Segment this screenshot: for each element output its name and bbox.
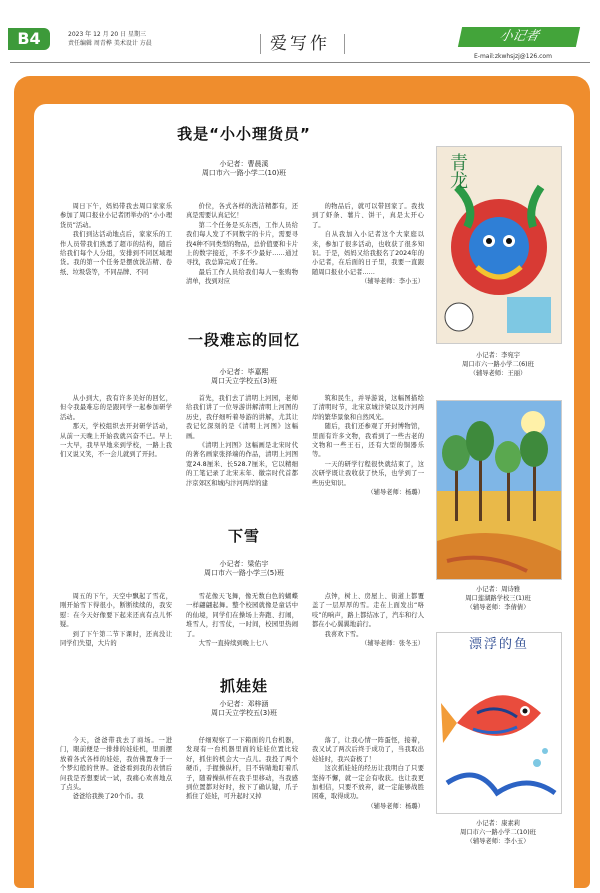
artwork-3: [436, 632, 560, 858]
landscape-painting-graphic: [437, 401, 561, 579]
painted-title: 青龙: [447, 153, 468, 189]
paragraph: 仔细观察了一下箱面的几台机器，发现有一台机器里面的娃娃位置比较好，抓住的机会大一点儿。我投了两个硬币，手握操纵杆，目不转睛地盯着爪子，随着操纵杆在我手里移动，当我感到位置都对好时，按下了确认键，爪子抓住了娃娃，可升起时又掉: [186, 737, 298, 801]
paragraph: 雪花像天飞舞，像无数白色的蝴蝶一样翩翩起舞。整个校园就像是童话中的仙境，同学们在操场上奔跑、打闹，堆雪人，打雪仗，一时间，校园里热闹了。: [186, 593, 298, 638]
paragraph: 爸爸给我换了20个币。我: [72, 793, 144, 801]
artwork-author: 小记者：周诗雅: [475, 586, 521, 593]
article-author: 小记者：曹晨溪: [219, 160, 269, 168]
paragraph: 《清明上河图》这幅画是北宋时代的著名画家张择端的作品，清明上河图宽24.8厘米、长528.7厘米，它以精细的工笔记录了北宋末年、徽宗时代首都汴京郊区和城内汴河两岸的建: [186, 442, 298, 487]
title-divider-left: [260, 34, 261, 54]
section-title: 爱写作: [270, 34, 330, 54]
paragraph: 筑和民生，并导游说，这幅图描绘了清明时节，北宋京城汴梁以及汴河两岸的繁华景象和自然风光。: [312, 395, 424, 421]
paragraph: 到了下午第二节下课时，还真没让同学们失望，大片的: [60, 630, 172, 648]
article-author: 小记者：毕嘉熙: [219, 368, 269, 376]
article-column: [60, 592, 172, 664]
article-school: 周口天立学校五(3)班: [211, 709, 277, 717]
article-column: [60, 736, 172, 880]
fish-painting-graphic: [437, 633, 561, 813]
tutor-credit: （辅导老师：张冬玉）: [361, 640, 424, 648]
tutor-credit: （辅导老师：李小玉）: [361, 278, 424, 286]
page-number: B4: [8, 28, 50, 50]
artwork-1: [436, 146, 560, 388]
article-school: 周口市六一路小学三(5)班: [204, 569, 284, 577]
paragraph: 随后，我们还参观了开封博物馆，里面有许多文物，我看到了一些古老的文物和一些王石，还有大型的铜器乐等。: [312, 423, 424, 459]
page-header: [0, 0, 600, 66]
artwork-tutor: （辅导老师：李倩倩）: [466, 604, 530, 611]
artwork-school: 周口市六一路小学二(6)班: [462, 361, 534, 368]
artwork-author: 小记者：李宛宇: [475, 352, 521, 359]
painted-title: 漂浮的鱼: [468, 637, 529, 652]
article-1: [60, 124, 428, 324]
paragraph: 点钟，树上、房屋上、街道上都覆盖了一层厚厚的雪。走在上面发出“咯吱”的响声，路上都结冰了，汽车和行人都在小心翼翼地前行。: [312, 593, 424, 629]
issue-date: 2023 年 12 月 20 日 星期三: [68, 31, 146, 38]
article-column: [312, 394, 424, 516]
paragraph: 自从我加入小记者这个大家庭以来，参加了很多活动，也收获了很多知识。于是，妈妈又给我报名了2024年的小记者，在后面的日子里，我要一直跟随周口报业小记者……: [312, 231, 424, 276]
article-title: 我是“小小理货员”: [177, 125, 311, 143]
article-column: [186, 736, 298, 880]
artwork-tutor: （辅导老师：李小玉）: [466, 838, 530, 845]
paragraph: 周日下午，妈妈带我去周口家家乐参加了周口报业小记者团举办的“小小理货员”活动。: [60, 203, 172, 229]
paragraph: 今天，爸爸带我去了商场。一进门，眼前便是一排排的娃娃机，里面摆放着各式各样的娃娃，我仿佛置身于一个梦幻般的世界。爸爸看到我的表情后问我是否想要试一试，我痛心欢喜地点了点头。: [60, 737, 172, 792]
paragraph: 这次抓娃娃的经历让我明白了只要坚持不懈，就一定会有收获。也让我更加相信，只要不放弃，就一定能够战胜困难，取得成功。: [312, 765, 424, 801]
article-author: 小记者：梁佑宇: [219, 560, 269, 568]
tutor-credit: （辅导老师：杨璐）: [367, 802, 424, 810]
artwork-2: [436, 400, 560, 622]
dragon-painting: [436, 146, 562, 344]
contact-email: E-mail:zkwhsjzj@126.com: [474, 53, 552, 60]
article-column: [60, 202, 172, 322]
artwork-school: 周口市六一路小学二(10)班: [460, 829, 536, 836]
paragraph: 那天，学校组织去开封研学活动，从前一天晚上开始我就兴奋不已。早上一大早，我早早地来到学校，一路上我们又说又笑，不一会儿就到了开封。: [60, 423, 172, 459]
article-column: [186, 394, 298, 516]
brand-banner: 小记者: [458, 27, 580, 47]
tutor-credit: （辅导老师：杨璐）: [367, 489, 424, 497]
artwork-school: 周口莲湖路学校三(1)班: [465, 595, 531, 602]
paragraph: 的物品后，就可以带回家了。我找到了虾条、薯片、饼干，真是太开心了。: [312, 203, 424, 229]
editor-credits: 责任编辑 周青桦 美术设计 方晨: [68, 40, 152, 47]
article-column: [60, 394, 172, 516]
article-column: [312, 736, 424, 880]
paragraph: 一天的研学行程很快就结束了，这次研学既让我收获了快乐，也学到了一些历史知识。: [312, 460, 424, 487]
paragraph: 最后工作人员给我们每人一张购物清单，找到对应: [186, 268, 298, 286]
artwork-author: 小记者：康素莉: [475, 820, 521, 827]
paragraph: 价位，各式各样的洗洁精都有，还真是需要认真记忆！: [186, 203, 298, 220]
paragraph: 我们到达活动地点后，家家乐的工作人员带我们熟悉了超市的结构，随后给我们每个人分组，安排到不同区域理货。我的第一个任务是摆放洗洁精、卷纸、垃圾袋等，不同品牌、不同: [60, 231, 172, 276]
article-column: [312, 202, 424, 322]
artwork-tutor: （辅导老师：王丽）: [469, 370, 527, 377]
article-author: 小记者：邓梓涵: [219, 700, 269, 708]
article-school: 周口天立学校五(3)班: [211, 377, 277, 385]
paragraph: 落了，让我心情一阵蛋怪，接着，我又试了两次后终于成功了，当我取出娃娃时，我兴奋极了！: [312, 737, 424, 763]
article-school: 周口市六一路小学二(10)班: [201, 169, 287, 177]
article-title: 抓娃娃: [219, 677, 268, 695]
article-title: 下雪: [227, 527, 260, 545]
paragraph: 第二个任务是买东西，工作人员给我们每人发了不同数字的卡片，需要寻找4种不同类型的物品，总价值要和卡片上的数字接近，不多不少最好……通过寻找，我总算完成了任务。: [186, 221, 298, 267]
paragraph: 大雪一直持续到晚上七八: [198, 640, 268, 648]
paragraph: 首先，我们去了清明上河园，老师给我们讲了一位导游讲解清明上河图的历史，我仔细听着导游的讲解，尤其让我记忆深刻的是《清明上河图》这幅画。: [186, 395, 298, 440]
article-title: 一段难忘的回忆: [187, 331, 300, 349]
article-column: [186, 202, 298, 322]
article-column: [312, 592, 424, 664]
article-column: [186, 592, 298, 664]
article-2: [60, 330, 428, 520]
article-3: [60, 526, 428, 666]
header-rule: [10, 62, 590, 63]
article-4: [60, 676, 428, 882]
landscape-painting: [436, 400, 562, 580]
paragraph: 我喜欢下雪。: [324, 630, 363, 638]
fish-painting: [436, 632, 562, 814]
paragraph: 从小到大，我有许多美好的回忆，但令我最难忘的是跟同学一起参加研学活动。: [60, 395, 172, 421]
paragraph: 周五的下午，天空中飘起了雪花，刚开始雪下得很小，断断续续的，我安慰：在今天好像要下起来还真有点儿怀疑。: [60, 593, 172, 629]
title-divider-right: [344, 34, 345, 54]
